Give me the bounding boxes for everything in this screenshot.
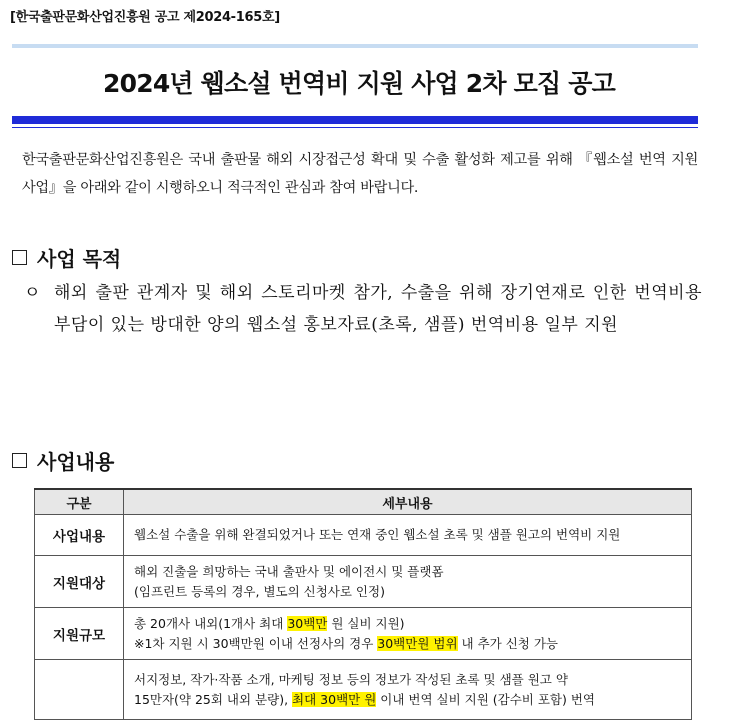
- checkbox-square-icon: [12, 453, 27, 468]
- checkbox-square-icon: [12, 250, 27, 265]
- row-value-line: 웹소설 수출을 위해 완결되었거나 또는 연재 중인 웹소설 초록 및 샘플 원고의 번역비 지원: [134, 527, 621, 542]
- page-title: 2024년 웹소설 번역비 지원 사업 2차 모집 공고: [103, 69, 615, 98]
- table-row: [35, 608, 692, 660]
- table-row: [35, 556, 692, 608]
- highlighted-text: 30백만원 범위: [377, 635, 458, 651]
- highlighted-text: 30백만: [287, 615, 328, 631]
- purpose-text: 해외 출판 관계자 및 해외 스토리마켓 참가, 수출을 위해 장기연재로 인한 번역비용 부담이 있는 방대한 양의 웹소설 홍보자료(초록, 샘플) 번역비용 일부 지원: [54, 283, 702, 335]
- section-content-title: 사업내용: [37, 450, 115, 474]
- top-divider: [12, 44, 698, 48]
- text-segment: 이내 번역 실비 지원 (감수비 포함) 번역: [376, 691, 595, 707]
- purpose-bullet: [22, 277, 702, 341]
- row-value-line: [134, 614, 681, 634]
- text-segment: 총 20개사 내외(1개사 최대: [134, 615, 288, 631]
- row-value-line: 해외 진출을 희망하는 국내 출판사 및 에이전시 및 플랫폼: [134, 563, 444, 579]
- row-value-line: [134, 634, 681, 654]
- title-divider-thick: [12, 116, 698, 124]
- row-value: [124, 608, 692, 660]
- section-purpose-title: 사업 목적: [37, 247, 122, 271]
- row-value: [124, 556, 692, 608]
- row-value-line: [134, 690, 681, 710]
- row-value: [124, 660, 692, 720]
- table-header-row: [35, 489, 692, 515]
- row-value-line: (임프린트 등록의 경우, 별도의 신청사로 인정): [134, 583, 385, 599]
- bullet-circle-icon: ㅇ: [24, 283, 41, 303]
- table-header-details: 세부내용: [124, 489, 692, 515]
- table-header-category: 구분: [35, 489, 124, 515]
- table-row: [35, 515, 692, 556]
- text-segment: 15만자(약 25회 내외 분량),: [134, 691, 293, 707]
- row-value-line: 서지정보, 작가·작품 소개, 마케팅 정보 등의 정보가 작성된 초록 및 샘플 원고 약: [134, 671, 568, 687]
- row-value: [124, 515, 692, 556]
- title-divider-thin: [12, 127, 698, 128]
- row-key: 지원규모: [35, 608, 124, 660]
- text-segment: 원 실비 지원): [327, 615, 405, 631]
- intro-paragraph: 한국출판문화산업진흥원은 국내 출판물 해외 시장접근성 확대 및 수출 활성화 제고를 위해 『웹소설 번역 지원 사업』을 아래와 같이 시행하오니 적극적인 관심과 참여 바랍니다.: [22, 152, 698, 196]
- table-row: [35, 660, 692, 720]
- business-content-table: [34, 488, 692, 720]
- text-segment: ※1차 지원 시 30백만원 이내 선정사의 경우: [134, 635, 378, 651]
- row-key: 지원대상: [35, 556, 124, 608]
- section-content-heading: [12, 446, 114, 475]
- row-key: [35, 660, 124, 720]
- highlighted-text: 최대 30백만 원: [292, 691, 377, 707]
- section-purpose-heading: [12, 243, 121, 272]
- text-segment: 내 추가 신청 가능: [457, 635, 558, 651]
- row-key: 사업내용: [35, 515, 124, 556]
- notice-number: [한국출판문화산업진흥원 공고 제2024-165호]: [10, 10, 280, 25]
